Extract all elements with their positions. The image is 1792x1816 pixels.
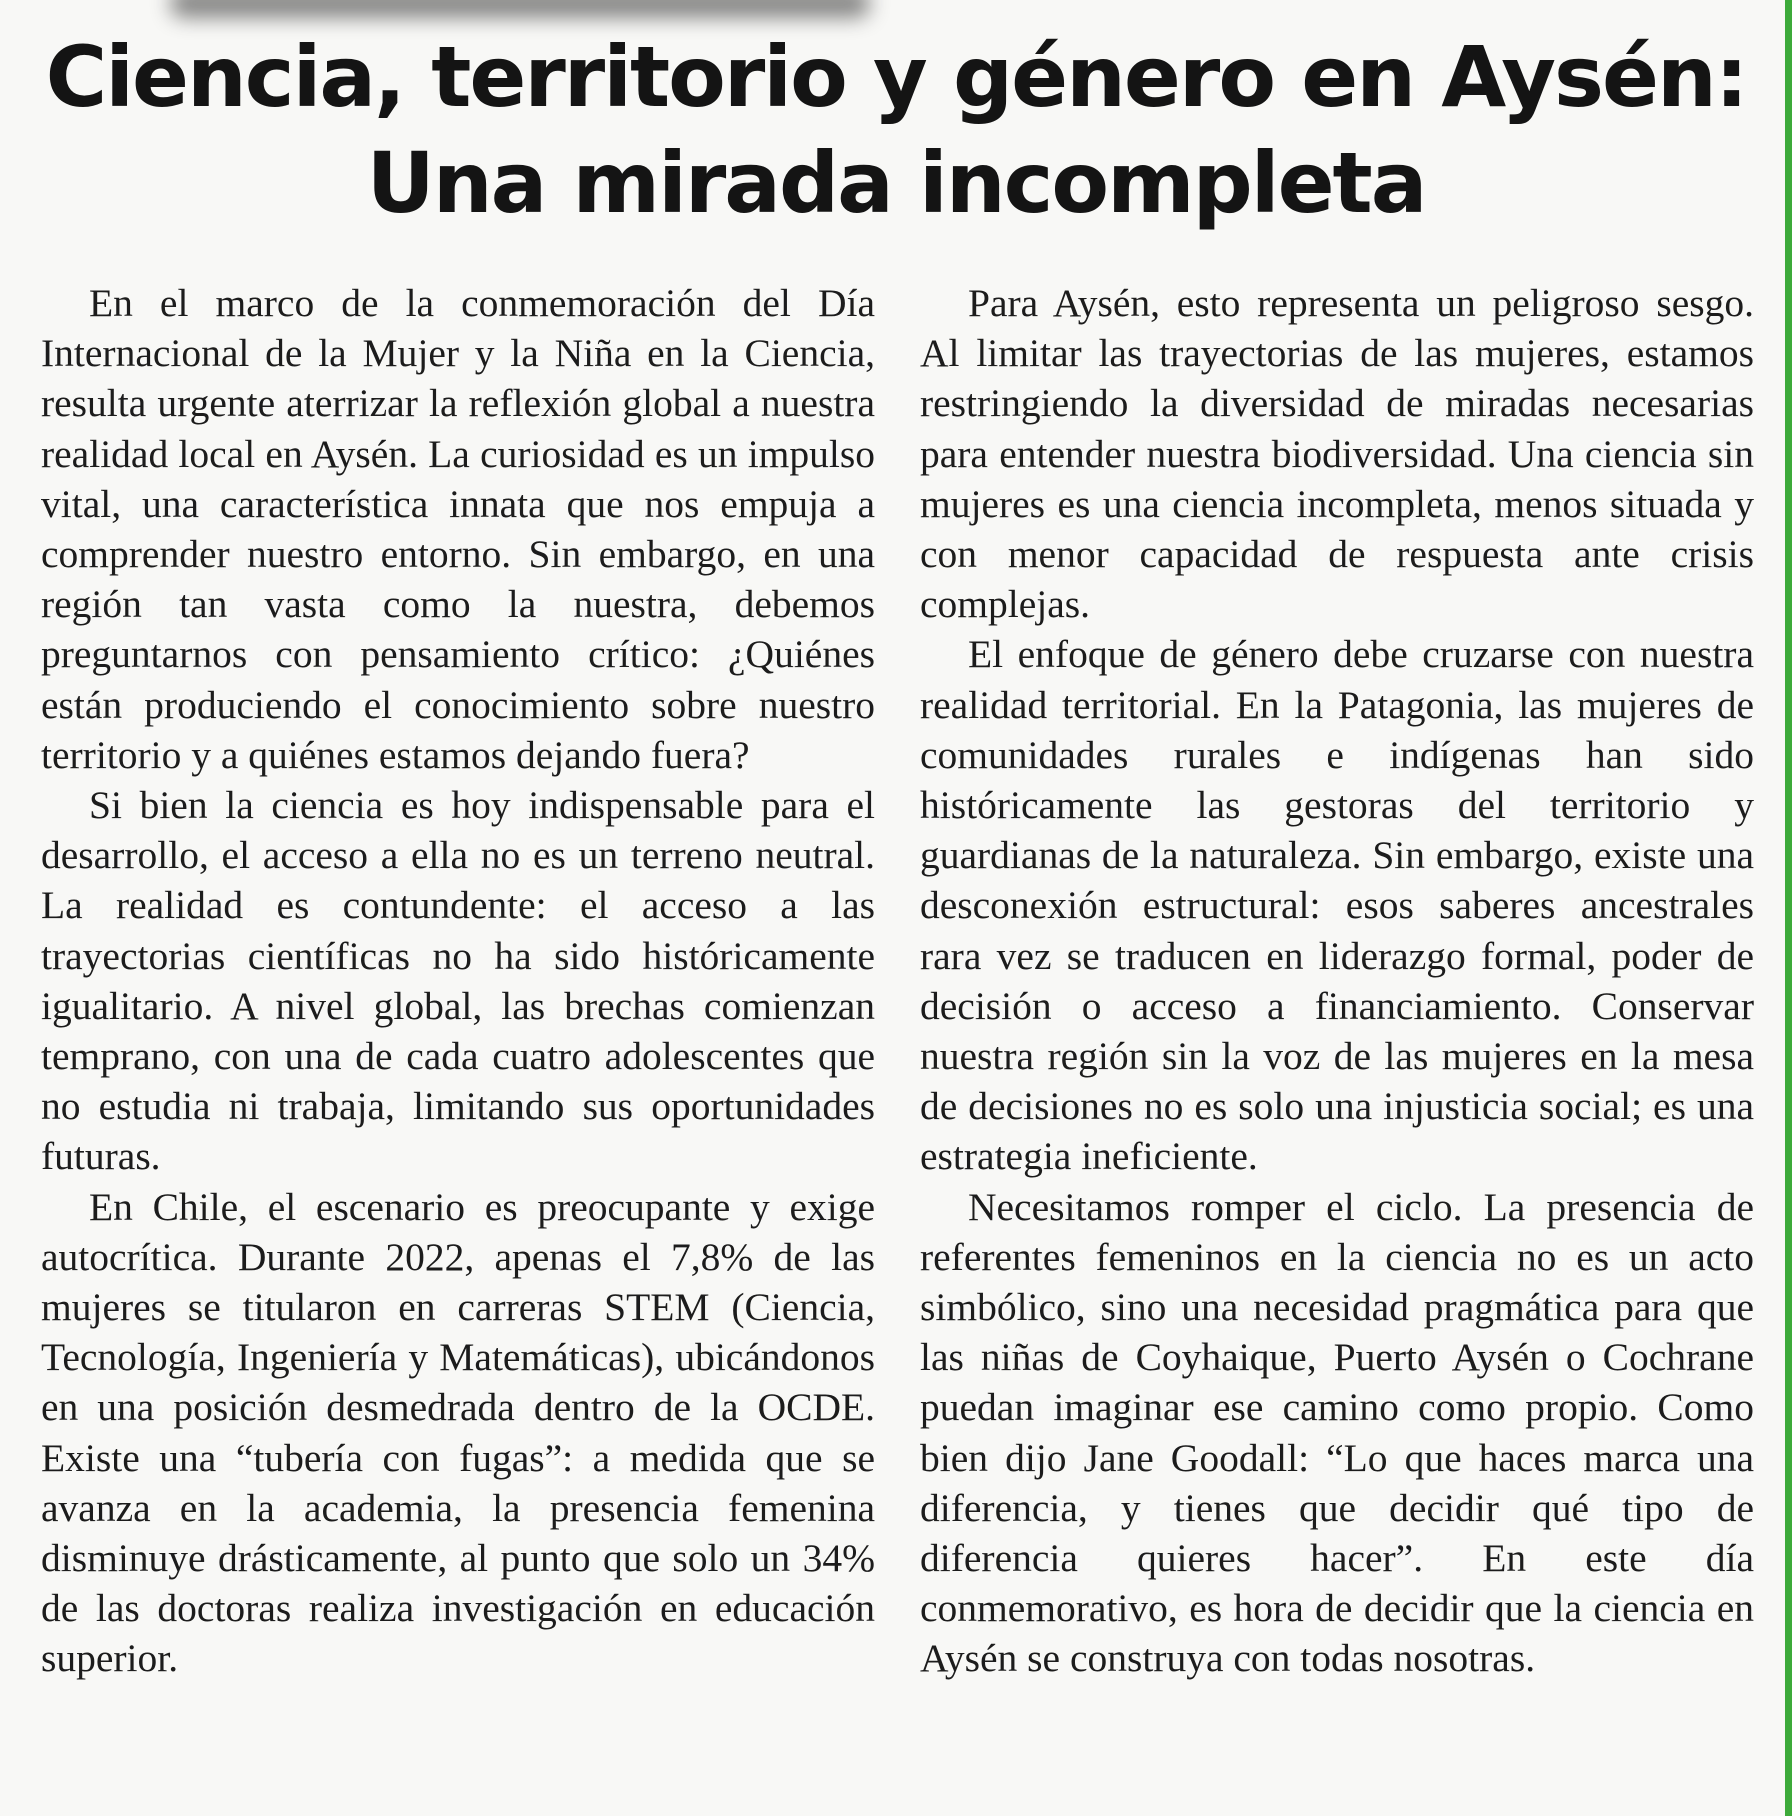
article-column-right bbox=[920, 278, 1754, 1684]
headline-line-1: Ciencia, territorio y género en Aysén: bbox=[45, 28, 1747, 126]
masthead-remnant bbox=[170, 0, 870, 18]
article-headline bbox=[0, 24, 1792, 236]
article-column-left bbox=[41, 278, 875, 1684]
paragraph: En el marco de la conmemoración del Día Internacional de la Mujer y la Niña en la Ciencia, resulta urgente aterrizar la reflexión global a nuestra realidad local en Aysén. La curiosidad es un impulso vital, una característica innata que nos empuja a comprender nuestro entorno. Sin embargo, en una región tan vasta como la nuestra, debemos preguntarnos con pensamiento crítico: ¿Quiénes están produciendo el conocimiento sobre nuestro territorio y a quiénes estamos dejando fuera? bbox=[41, 281, 875, 777]
paragraph: Necesitamos romper el ciclo. La presencia de referentes femeninos en la ciencia no es un acto simbólico, sino una necesidad pragmática para que las niñas de Coyhaique, Puerto Aysén o Cochrane puedan imaginar ese camino como propio. Como bien dijo Jane Goodall: “Lo que haces marca una diferencia, y tienes que decidir qué tipo de diferencia quieres hacer”. En este día conmemorativo, es hora de decidir que la ciencia en Aysén se construya con todas nosotras. bbox=[920, 1184, 1754, 1681]
headline-line-2: Una mirada incompleta bbox=[366, 134, 1426, 232]
paragraph: Para Aysén, esto representa un peligroso sesgo. Al limitar las trayectorias de las mujeres, estamos restringiendo la diversidad de miradas necesarias para entender nuestra biodiversidad. Una ciencia sin mujeres es una ciencia incompleta, menos situada y con menor capacidad de respuesta ante crisis complejas. bbox=[920, 281, 1754, 627]
paragraph: Si bien la ciencia es hoy indispensable para el desarrollo, el acceso a ella no es un terreno neutral. La realidad es contundente: el acceso a las trayectorias científicas no ha sido históricamente igualitario. A nivel global, las brechas comienzan temprano, con una de cada cuatro adolescentes que no estudia ni trabaja, limitando sus oportunidades futuras. bbox=[41, 783, 875, 1179]
paragraph: El enfoque de género debe cruzarse con nuestra realidad territorial. En la Patagonia, las mujeres de comunidades rurales e indígenas han sido históricamente las gestoras del territorio y guardianas de la naturaleza. Sin embargo, existe una desconexión estructural: esos saberes ancestrales rara vez se traducen en liderazgo formal, poder de decisión o acceso a financiamiento. Conservar nuestra región sin la voz de las mujeres en la mesa de decisiones no es solo una injusticia social; es una estrategia ineficiente. bbox=[920, 632, 1754, 1179]
page-edge-rule bbox=[1785, 0, 1792, 1816]
paragraph: En Chile, el escenario es preocupante y exige autocrítica. Durante 2022, apenas el 7,8% de las mujeres se titularon en carreras STEM (Ciencia, Tecnología, Ingeniería y Matemáticas), ubicándonos en una posición desmedrada dentro de la OCDE. Existe una “tubería con fugas”: a medida que se avanza en la academia, la presencia femenina disminuye drásticamente, al punto que solo un 34% de las doctoras realiza investigación en educación superior. bbox=[41, 1184, 875, 1681]
